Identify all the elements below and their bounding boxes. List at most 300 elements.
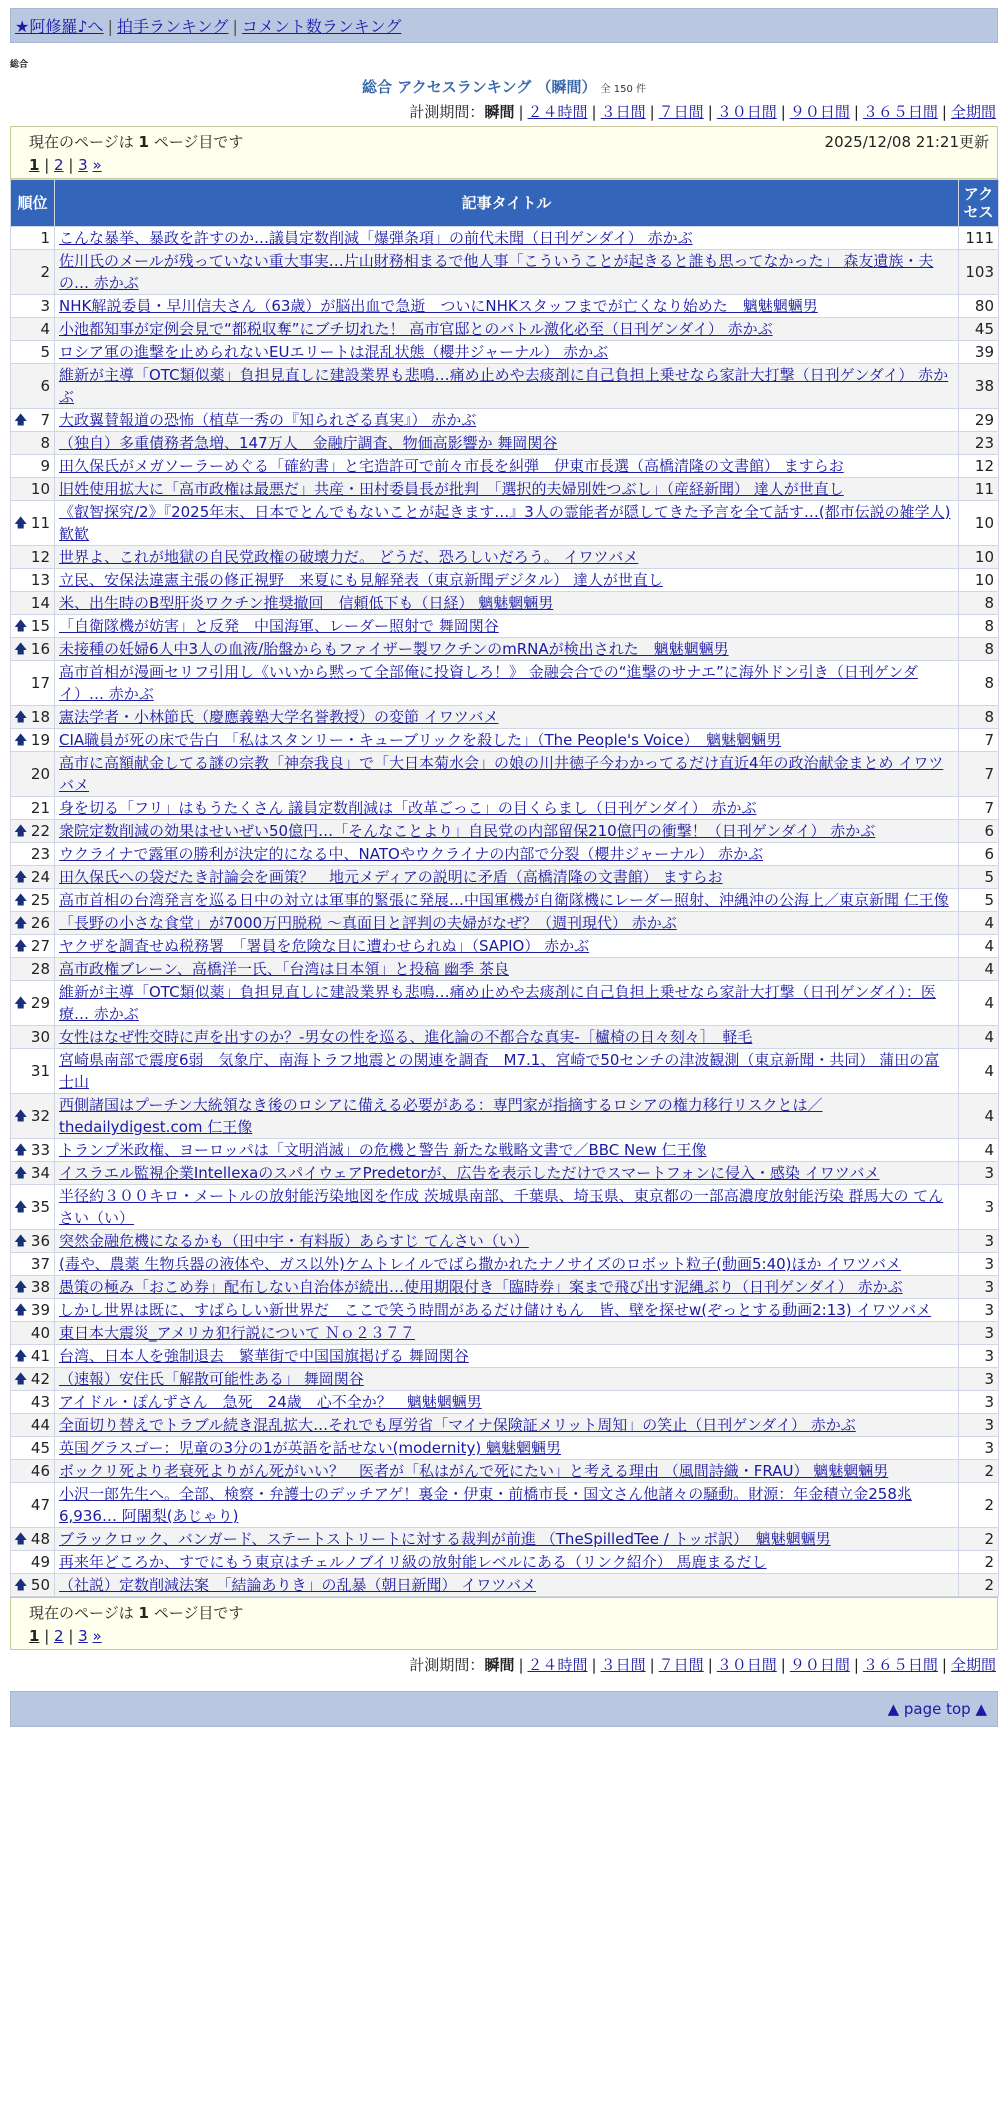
table-row bbox=[11, 638, 999, 661]
access-count: 45 bbox=[959, 318, 999, 341]
table-header bbox=[11, 180, 999, 227]
title-cell bbox=[55, 638, 959, 661]
article-link[interactable]: 高市政権ブレーン、高橋洋一氏、「台湾は日本領」と投稿 幽季 茶良 bbox=[59, 960, 509, 978]
title-cell bbox=[55, 1253, 959, 1276]
rank-cell bbox=[11, 318, 55, 341]
article-link[interactable]: 田久保氏がメガソーラーめぐる「確約書」と宅造許可で前々市長を糾弾 伊東市長選（高橋清隆の文書館） ますらお bbox=[59, 457, 844, 475]
access-count: 23 bbox=[959, 432, 999, 455]
article-link[interactable]: ヤクザを調査せぬ税務署 「署員を危険な目に遭わせられぬ」（SAPIO） 赤かぶ bbox=[59, 937, 590, 955]
period-link-4-top[interactable]: ９０日間 bbox=[789, 103, 850, 121]
rank-cell bbox=[11, 1253, 55, 1276]
period-separator: | bbox=[780, 1656, 786, 1674]
rank-cell bbox=[11, 1437, 55, 1460]
access-count: 8 bbox=[959, 706, 999, 729]
rank-number: 9 bbox=[40, 457, 50, 475]
access-count: 2 bbox=[959, 1574, 999, 1597]
rank-number: 42 bbox=[30, 1370, 50, 1388]
title-cell bbox=[55, 1528, 959, 1551]
table-row bbox=[11, 1322, 999, 1345]
up-arrow-icon: 🡅 bbox=[14, 1303, 28, 1318]
article-link[interactable]: 小池都知事が定例会見で“都税収奪”にブチ切れた！ 高市官邸とのバトル激化必至（日刊ゲンダイ） 赤かぶ bbox=[59, 320, 773, 338]
rank-number: 21 bbox=[30, 799, 50, 817]
up-arrow-icon: 🡅 bbox=[14, 939, 28, 954]
access-count: 8 bbox=[959, 638, 999, 661]
rank-number: 14 bbox=[30, 594, 50, 612]
table-row bbox=[11, 1345, 999, 1368]
table-row bbox=[11, 981, 999, 1026]
title-cell bbox=[55, 820, 959, 843]
access-count: 2 bbox=[959, 1460, 999, 1483]
article-link[interactable]: 世界よ、これが地獄の自民党政権の破壊力だ。 どうだ、恐ろしいだろう。 イワツバメ bbox=[59, 548, 639, 566]
current-page-text-bottom: 現在のページは 1 ページ目です bbox=[29, 1604, 244, 1622]
period-link-3-top[interactable]: ３０日間 bbox=[716, 103, 777, 121]
table-row bbox=[11, 1460, 999, 1483]
table-row bbox=[11, 1230, 999, 1253]
rank-cell bbox=[11, 455, 55, 478]
rank-cell bbox=[11, 227, 55, 250]
up-arrow-icon: 🡅 bbox=[14, 619, 28, 634]
access-count: 4 bbox=[959, 981, 999, 1026]
rank-cell bbox=[11, 638, 55, 661]
article-link[interactable]: CIA職員が死の床で告白 「私はスタンリー・キューブリックを殺した」（The People's Voice） 魑魅魍魎男 bbox=[59, 731, 782, 749]
table-row bbox=[11, 546, 999, 569]
rank-cell bbox=[11, 866, 55, 889]
table-row bbox=[11, 820, 999, 843]
title-cell bbox=[55, 866, 959, 889]
access-count: 29 bbox=[959, 409, 999, 432]
table-row bbox=[11, 1551, 999, 1574]
table-row bbox=[11, 1574, 999, 1597]
rank-cell bbox=[11, 729, 55, 752]
access-count: 10 bbox=[959, 569, 999, 592]
access-count: 8 bbox=[959, 615, 999, 638]
table-row bbox=[11, 1437, 999, 1460]
title-cell bbox=[55, 318, 959, 341]
article-link[interactable]: 「自衛隊機が妨害」と反発 中国海軍、レーダー照射で 舞岡関谷 bbox=[59, 617, 499, 635]
table-row bbox=[11, 478, 999, 501]
rank-cell bbox=[11, 752, 55, 797]
article-link[interactable]: 未接種の妊婦6人中3人の血液/胎盤からもファイザー製ワクチンのmRNAが検出された 魑魅魍魎男 bbox=[59, 640, 729, 658]
home-link[interactable]: ★阿修羅♪へ bbox=[15, 17, 104, 36]
rank-cell bbox=[11, 341, 55, 364]
rank-cell bbox=[11, 615, 55, 638]
rank-cell bbox=[11, 1528, 55, 1551]
pager-separator: | bbox=[39, 156, 55, 174]
table-row bbox=[11, 341, 999, 364]
up-arrow-icon: 🡅 bbox=[14, 1200, 28, 1215]
rank-number: 32 bbox=[30, 1107, 50, 1125]
period-link-5-bottom[interactable]: ３６５日間 bbox=[862, 1656, 938, 1674]
pager-link-3-top[interactable]: 3 bbox=[78, 156, 88, 174]
table-row bbox=[11, 1049, 999, 1094]
title-cell bbox=[55, 455, 959, 478]
rank-number: 45 bbox=[30, 1439, 50, 1457]
rank-cell bbox=[11, 958, 55, 981]
table-row bbox=[11, 1185, 999, 1230]
up-arrow-icon: 🡅 bbox=[14, 996, 28, 1011]
period-selector-bottom bbox=[10, 1654, 996, 1675]
title-cell bbox=[55, 546, 959, 569]
period-link-6-top[interactable]: 全期間 bbox=[950, 103, 996, 121]
period-separator: | bbox=[518, 103, 524, 121]
article-link[interactable]: 西側諸国はプーチン大統領なき後のロシアに備える必要がある：専門家が指摘するロシアの権力移行リスクとは／thedailydigest.com 仁王像 bbox=[59, 1096, 823, 1136]
table-row bbox=[11, 1253, 999, 1276]
title-cell bbox=[55, 1139, 959, 1162]
table-row bbox=[11, 1276, 999, 1299]
title-cell bbox=[55, 250, 959, 295]
title-cell bbox=[55, 1094, 959, 1139]
rank-cell bbox=[11, 1162, 55, 1185]
article-link[interactable]: 大政翼賛報道の恐怖（植草一秀の『知られざる真実』） 赤かぶ bbox=[59, 411, 477, 429]
pager-link-2-top[interactable]: 2 bbox=[54, 156, 64, 174]
table-row bbox=[11, 797, 999, 820]
table-row bbox=[11, 1299, 999, 1322]
rank-cell bbox=[11, 592, 55, 615]
rank-number: 24 bbox=[30, 868, 50, 886]
access-count: 2 bbox=[959, 1551, 999, 1574]
table-row bbox=[11, 1528, 999, 1551]
title-cell bbox=[55, 1574, 959, 1597]
period-link-0-top[interactable]: ２４時間 bbox=[527, 103, 588, 121]
article-link[interactable]: 身を切る「フリ」はもうたくさん 議員定数削減は「改革ごっこ」の目くらまし（日刊ゲンダイ） 赤かぶ bbox=[59, 799, 757, 817]
title-cell bbox=[55, 1026, 959, 1049]
access-count: 3 bbox=[959, 1391, 999, 1414]
title-cell bbox=[55, 1299, 959, 1322]
rank-number: 16 bbox=[30, 640, 50, 658]
category-label: 総合 bbox=[10, 60, 29, 70]
rank-cell bbox=[11, 706, 55, 729]
rank-number: 2 bbox=[40, 263, 50, 281]
access-count: 3 bbox=[959, 1414, 999, 1437]
pager-bottom bbox=[29, 1627, 243, 1645]
article-link[interactable]: 突然金融危機になるかも（田中宇・有料版）あらすじ てんさい（い） bbox=[59, 1232, 529, 1250]
rank-cell bbox=[11, 1299, 55, 1322]
access-count: 3 bbox=[959, 1162, 999, 1185]
title-cell bbox=[55, 981, 959, 1026]
table-row bbox=[11, 1368, 999, 1391]
title-cell bbox=[55, 752, 959, 797]
rank-number: 27 bbox=[30, 937, 50, 955]
rank-number: 28 bbox=[30, 960, 50, 978]
rank-cell bbox=[11, 501, 55, 546]
rank-number: 49 bbox=[30, 1553, 50, 1571]
period-separator: | bbox=[780, 103, 786, 121]
table-row bbox=[11, 729, 999, 752]
period-link-4-bottom[interactable]: ９０日間 bbox=[789, 1656, 850, 1674]
table-row bbox=[11, 455, 999, 478]
title-cell bbox=[55, 843, 959, 866]
rank-cell bbox=[11, 1574, 55, 1597]
pager-current-top: 1 bbox=[29, 156, 40, 174]
article-link[interactable]: 全面切り替えでトラブル続き混乱拡大…それでも厚労省「マイナ保険証メリット周知」の笑止（日刊ゲンダイ） 赤かぶ bbox=[59, 1416, 856, 1434]
access-count: 6 bbox=[959, 820, 999, 843]
article-link[interactable]: ブラックロック、バンガード、ステートストリートに対する裁判が前進 （TheSpilledTee / トッポ訳） 魑魅魍魎男 bbox=[59, 1530, 831, 1548]
article-link[interactable]: 立民、安保法違憲主張の修正視野 来夏にも見解発表（東京新聞デジタル） 達人が世直し bbox=[59, 571, 663, 589]
article-link[interactable]: 小沢一郎先生へ。全部、検察・弁護士のデッチアゲ！裏金・伊東・前橋市長・国文さん他諸々の騒動。財源：年金積立金258兆6,936… 阿闍梨(あじゃり) bbox=[59, 1485, 912, 1525]
rank-cell bbox=[11, 1414, 55, 1437]
access-count: 4 bbox=[959, 1049, 999, 1094]
table-row bbox=[11, 706, 999, 729]
table-row bbox=[11, 958, 999, 981]
pager-separator: | bbox=[63, 156, 79, 174]
access-count: 80 bbox=[959, 295, 999, 318]
article-link[interactable]: 佐川氏のメールが残っていない重大事実…片山財務相まるで他人事「こういうことが起きると誰も思ってなかった」 森友遺族・夫の… 赤かぶ bbox=[59, 252, 934, 292]
rank-number: 33 bbox=[30, 1141, 50, 1159]
access-count: 3 bbox=[959, 1437, 999, 1460]
access-count: 3 bbox=[959, 1299, 999, 1322]
period-separator: | bbox=[518, 1656, 524, 1674]
article-link[interactable]: 半径約３００キロ・メートルの放射能汚染地図を作成 茨城県南部、千葉県、埼玉県、東京都の一部高濃度放射能汚染 群馬大の てんさい（い） bbox=[59, 1187, 944, 1227]
period-current: 瞬間 bbox=[484, 103, 515, 121]
article-link[interactable]: こんな暴挙、暴政を許すのか…議員定数削減「爆弾条項」の前代未聞（日刊ゲンダイ） 赤かぶ bbox=[59, 229, 693, 247]
access-count: 3 bbox=[959, 1345, 999, 1368]
table-row bbox=[11, 1414, 999, 1437]
article-link[interactable]: （速報）安住氏「解散可能性ある」 舞岡関谷 bbox=[59, 1370, 364, 1388]
rank-cell bbox=[11, 1185, 55, 1230]
article-link[interactable]: 田久保氏への袋だたき討論会を画策？ 地元メディアの説明に矛盾（高橋清隆の文書館） ますらお bbox=[59, 868, 723, 886]
rank-number: 11 bbox=[30, 514, 50, 532]
rank-number: 43 bbox=[30, 1393, 50, 1411]
comment-ranking-link[interactable]: コメント数ランキング bbox=[241, 17, 402, 36]
rank-number: 48 bbox=[30, 1530, 50, 1548]
up-arrow-icon: 🡅 bbox=[14, 916, 28, 931]
rank-cell bbox=[11, 1230, 55, 1253]
article-link[interactable]: 宮崎県南部で震度6弱 気象庁、南海トラフ地震との関連を調査 M7.1、宮崎で50センチの津波観測（東京新聞・共同） 蒲田の富士山 bbox=[59, 1051, 940, 1091]
table-row bbox=[11, 1162, 999, 1185]
period-link-1-top[interactable]: ３日間 bbox=[600, 103, 646, 121]
period-separator: | bbox=[707, 103, 713, 121]
up-arrow-icon: 🡅 bbox=[14, 870, 28, 885]
access-count: 39 bbox=[959, 341, 999, 364]
article-link[interactable]: （独自）多重債務者急増、147万人 金融庁調査、物価高影響か 舞岡関谷 bbox=[59, 434, 558, 452]
rank-cell bbox=[11, 1049, 55, 1094]
table-row bbox=[11, 250, 999, 295]
period-separator: | bbox=[853, 1656, 859, 1674]
table-row bbox=[11, 866, 999, 889]
period-label: 計測期間： bbox=[409, 1656, 485, 1674]
article-link[interactable]: 女性はなぜ性交時に声を出すのか？-男女の性を巡る、進化論の不都合な真実-［櫨椅の日々刻々］ 軽毛 bbox=[59, 1028, 753, 1046]
pager-current-bottom: 1 bbox=[29, 1627, 40, 1645]
access-count: 3 bbox=[959, 1253, 999, 1276]
pager-top bbox=[29, 156, 243, 174]
period-link-1-bottom[interactable]: ３日間 bbox=[600, 1656, 646, 1674]
article-link[interactable]: 台湾、日本人を強制退去 繁華街で中国国旗掲げる 舞岡関谷 bbox=[59, 1347, 469, 1365]
rank-number: 38 bbox=[30, 1278, 50, 1296]
period-link-2-bottom[interactable]: ７日間 bbox=[658, 1656, 704, 1674]
rank-number: 1 bbox=[40, 229, 50, 247]
rank-cell bbox=[11, 1460, 55, 1483]
title-cell bbox=[55, 935, 959, 958]
access-count: 4 bbox=[959, 935, 999, 958]
title-cell bbox=[55, 1322, 959, 1345]
rank-cell bbox=[11, 364, 55, 409]
rank-number: 17 bbox=[30, 674, 50, 692]
article-link[interactable]: 再来年どころか、すでにもう東京はチェルノブイリ級の放射能レベルにある（リンク紹介） 馬鹿まるだし bbox=[59, 1553, 767, 1571]
rank-cell bbox=[11, 661, 55, 706]
rank-number: 31 bbox=[30, 1062, 50, 1080]
article-link[interactable]: イスラエル監視企業IntellexaのスパイウェアPredetorが、広告を表示しただけでスマートフォンに侵入・感染 イワツバメ bbox=[59, 1164, 880, 1182]
access-count: 4 bbox=[959, 1026, 999, 1049]
up-arrow-icon: 🡅 bbox=[14, 642, 28, 657]
up-arrow-icon: 🡅 bbox=[14, 1578, 28, 1593]
pager-next-top[interactable]: » bbox=[92, 156, 102, 174]
period-link-2-top[interactable]: ７日間 bbox=[658, 103, 704, 121]
col-rank-header: 順位 bbox=[11, 180, 55, 227]
title-cell bbox=[55, 1368, 959, 1391]
period-current: 瞬間 bbox=[484, 1656, 515, 1674]
access-count: 11 bbox=[959, 478, 999, 501]
article-link[interactable]: （社説）定数削減法案 「結論ありき」の乱暴（朝日新聞） イワツバメ bbox=[59, 1576, 536, 1594]
table-row bbox=[11, 592, 999, 615]
period-label: 計測期間： bbox=[409, 103, 485, 121]
table-row bbox=[11, 889, 999, 912]
title-cell bbox=[55, 295, 959, 318]
access-count: 3 bbox=[959, 1368, 999, 1391]
rank-number: 20 bbox=[30, 765, 50, 783]
up-arrow-icon: 🡅 bbox=[14, 516, 28, 531]
rank-number: 34 bbox=[30, 1164, 50, 1182]
rank-cell bbox=[11, 569, 55, 592]
table-row bbox=[11, 501, 999, 546]
rank-number: 39 bbox=[30, 1301, 50, 1319]
article-link[interactable]: アイドル・ぽんずさん 急死 24歳 心不全か？ 魑魅魍魎男 bbox=[59, 1393, 482, 1411]
ranking-title: 総合 アクセスランキング （瞬間） bbox=[362, 78, 597, 96]
current-page-text: 現在のページは 1 ページ目です bbox=[29, 133, 244, 151]
article-link[interactable]: ロシア軍の進撃を止められないEUエリートは混乱状態（櫻井ジャーナル） 赤かぶ bbox=[59, 343, 609, 361]
title-cell bbox=[55, 1460, 959, 1483]
article-link[interactable]: 高市首相の台湾発言を巡る日中の対立は軍事的緊張に発展…中国軍機が自衛隊機にレーダー照射、沖縄沖の公海上／東京新聞 仁王像 bbox=[59, 891, 949, 909]
title-cell bbox=[55, 501, 959, 546]
article-link[interactable]: ボックリ死より老衰死よりがん死がいい？ 医者が「私はがんで死にたい」と考える理由 （風間詩織・FRAU） 魑魅魍魎男 bbox=[59, 1462, 889, 1480]
pager-next-bottom[interactable]: » bbox=[92, 1627, 102, 1645]
rank-cell bbox=[11, 1094, 55, 1139]
article-link[interactable]: (毒や、農薬 生物兵器の液体や、ガス以外)ケムトレイルでばら撒かれたナノサイズのロボット粒子(動画5:40)ほか イワツバメ bbox=[59, 1255, 901, 1273]
rank-cell bbox=[11, 1322, 55, 1345]
article-link[interactable]: 憲法学者・小林節氏（慶應義塾大学名誉教授）の変節 イワツバメ bbox=[59, 708, 499, 726]
title-cell bbox=[55, 1162, 959, 1185]
rank-cell bbox=[11, 546, 55, 569]
rank-number: 15 bbox=[30, 617, 50, 635]
title-cell bbox=[55, 1185, 959, 1230]
rank-cell bbox=[11, 935, 55, 958]
article-link[interactable]: 衆院定数削減の効果はせいぜい50億円…「そんなことより」自民党の内部留保210億円の衝撃！（日刊ゲンダイ） 赤かぶ bbox=[59, 822, 876, 840]
total-count: 全 150 件 bbox=[600, 84, 646, 95]
rank-cell bbox=[11, 889, 55, 912]
up-arrow-icon: 🡅 bbox=[14, 1109, 28, 1124]
article-link[interactable]: 愚策の極み「おこめ券」配布しない自治体が続出…使用期限付き「臨時券」案まで飛び出す泥縄ぶり（日刊ゲンダイ） 赤かぶ bbox=[59, 1278, 903, 1296]
access-count: 10 bbox=[959, 501, 999, 546]
article-link[interactable]: 維新が主導「OTC類似薬」負担見直しに建設業界も悲鳴…痛め止めや去痰剤に自己負担上乗せなら家計大打撃（日刊ゲンダイ）：医療… 赤かぶ bbox=[59, 983, 936, 1023]
pager-separator: | bbox=[39, 1627, 55, 1645]
rank-number: 47 bbox=[30, 1496, 50, 1514]
access-count: 5 bbox=[959, 889, 999, 912]
access-count: 2 bbox=[959, 1528, 999, 1551]
table-row bbox=[11, 912, 999, 935]
period-separator: | bbox=[591, 1656, 597, 1674]
rank-cell bbox=[11, 432, 55, 455]
access-count: 12 bbox=[959, 455, 999, 478]
rank-number: 10 bbox=[30, 480, 50, 498]
rank-cell bbox=[11, 912, 55, 935]
article-link[interactable]: トランプ米政権、ヨーロッパは「文明消滅」の危機と警告 新たな戦略文書で／BBC New 仁王像 bbox=[59, 1141, 707, 1159]
article-link[interactable]: 「長野の小さな食堂」が7000万円脱税 ～真面目と評判の夫婦がなぜ？（週刊現代） 赤かぶ bbox=[59, 914, 677, 932]
up-arrow-icon: 🡅 bbox=[14, 824, 28, 839]
title-cell bbox=[55, 409, 959, 432]
article-link[interactable]: NHK解説委員・早川信夫さん（63歳）が脳出血で急逝 ついにNHKスタッフまでが亡くなり始めた 魑魅魍魎男 bbox=[59, 297, 818, 315]
article-link[interactable]: ウクライナで露軍の勝利が決定的になる中、NATOやウクライナの内部で分裂（櫻井ジャーナル） 赤かぶ bbox=[59, 845, 764, 863]
rank-number: 41 bbox=[30, 1347, 50, 1365]
period-separator: | bbox=[707, 1656, 713, 1674]
rank-number: 4 bbox=[40, 320, 50, 338]
rank-number: 46 bbox=[30, 1462, 50, 1480]
period-link-0-bottom[interactable]: ２４時間 bbox=[527, 1656, 588, 1674]
rank-cell bbox=[11, 1026, 55, 1049]
rank-number: 26 bbox=[30, 914, 50, 932]
access-count: 8 bbox=[959, 661, 999, 706]
article-link[interactable]: 英国グラスゴー：児童の3分の1が英語を話せない(modernity) 魑魅魍魎男 bbox=[59, 1439, 561, 1457]
period-separator: | bbox=[941, 103, 947, 121]
rank-cell bbox=[11, 1276, 55, 1299]
table-row bbox=[11, 1391, 999, 1414]
article-link[interactable]: 旧姓使用拡大に「高市政権は最悪だ」共産・田村委員長が批判 「選択的夫婦別姓つぶし」（産経新聞） 達人が世直し bbox=[59, 480, 844, 498]
page-info-bottom bbox=[10, 1597, 998, 1650]
period-link-5-top[interactable]: ３６５日間 bbox=[862, 103, 938, 121]
table-row bbox=[11, 432, 999, 455]
up-arrow-icon: 🡅 bbox=[14, 1349, 28, 1364]
up-arrow-icon: 🡅 bbox=[14, 1372, 28, 1387]
up-arrow-icon: 🡅 bbox=[14, 1143, 28, 1158]
pager-link-3-bottom[interactable]: 3 bbox=[78, 1627, 88, 1645]
article-link[interactable]: 高市首相が漫画セリフ引用し《いいから黙って全部俺に投資しろ！》 金融会合での“進撃のサナエ”に海外ドン引き（日刊ゲンダイ）… 赤かぶ bbox=[59, 663, 918, 703]
rank-number: 23 bbox=[30, 845, 50, 863]
rank-number: 29 bbox=[30, 994, 50, 1012]
page-info-top bbox=[10, 126, 998, 179]
ranking-body bbox=[11, 227, 999, 1597]
title-cell bbox=[55, 1437, 959, 1460]
period-link-3-bottom[interactable]: ３０日間 bbox=[716, 1656, 777, 1674]
table-row bbox=[11, 615, 999, 638]
table-row bbox=[11, 935, 999, 958]
access-count: 2 bbox=[959, 1483, 999, 1528]
period-separator: | bbox=[853, 103, 859, 121]
title-cell bbox=[55, 569, 959, 592]
rank-number: 30 bbox=[30, 1028, 50, 1046]
article-link[interactable]: 《叡智探究/2》『2025年末、日本でとんでもないことが起きます…』3人の霊能者が隠してきた予言を全て話す…(都市伝説の雑学人) 歓歓 bbox=[59, 503, 951, 543]
page-top-link[interactable]: ▲ page top ▲ bbox=[887, 1700, 987, 1718]
access-count: 4 bbox=[959, 958, 999, 981]
rank-number: 25 bbox=[30, 891, 50, 909]
title-cell bbox=[55, 889, 959, 912]
article-link[interactable]: 維新が主導「OTC類似薬」負担見直しに建設業界も悲鳴…痛め止めや去痰剤に自己負担上乗せなら家計大打撃（日刊ゲンダイ） 赤かぶ bbox=[59, 366, 949, 406]
pager-link-2-bottom[interactable]: 2 bbox=[54, 1627, 64, 1645]
period-link-6-bottom[interactable]: 全期間 bbox=[950, 1656, 996, 1674]
article-link[interactable]: 高市に高額献金してる謎の宗教「神奈我良」で「大日本菊水会」の娘の川井徳子今わかってるだけ直近4年の政治献金まとめ イワツバメ bbox=[59, 754, 944, 794]
article-link[interactable]: 米、出生時のB型肝炎ワクチン推奨撤回 信頼低下も（日経） 魑魅魍魎男 bbox=[59, 594, 554, 612]
title-cell bbox=[55, 1483, 959, 1528]
title-cell bbox=[55, 432, 959, 455]
article-link[interactable]: 東日本大震災_アメリカ犯行説について Ｎｏ２３７７ bbox=[59, 1324, 415, 1342]
up-arrow-icon: 🡅 bbox=[14, 1280, 28, 1295]
rank-number: 37 bbox=[30, 1255, 50, 1273]
clap-ranking-link[interactable]: 拍手ランキング bbox=[116, 17, 229, 36]
access-count: 7 bbox=[959, 797, 999, 820]
access-count: 4 bbox=[959, 1139, 999, 1162]
title-cell bbox=[55, 706, 959, 729]
up-arrow-icon: 🡅 bbox=[14, 893, 28, 908]
rank-number: 6 bbox=[40, 377, 50, 395]
table-row bbox=[11, 227, 999, 250]
article-link[interactable]: しかし世界は既に、すばらしい新世界だ ここで笑う時間があるだけ儲けもん 皆、壁を探せw(ぞっとする動画2:13) イワツバメ bbox=[59, 1301, 932, 1319]
